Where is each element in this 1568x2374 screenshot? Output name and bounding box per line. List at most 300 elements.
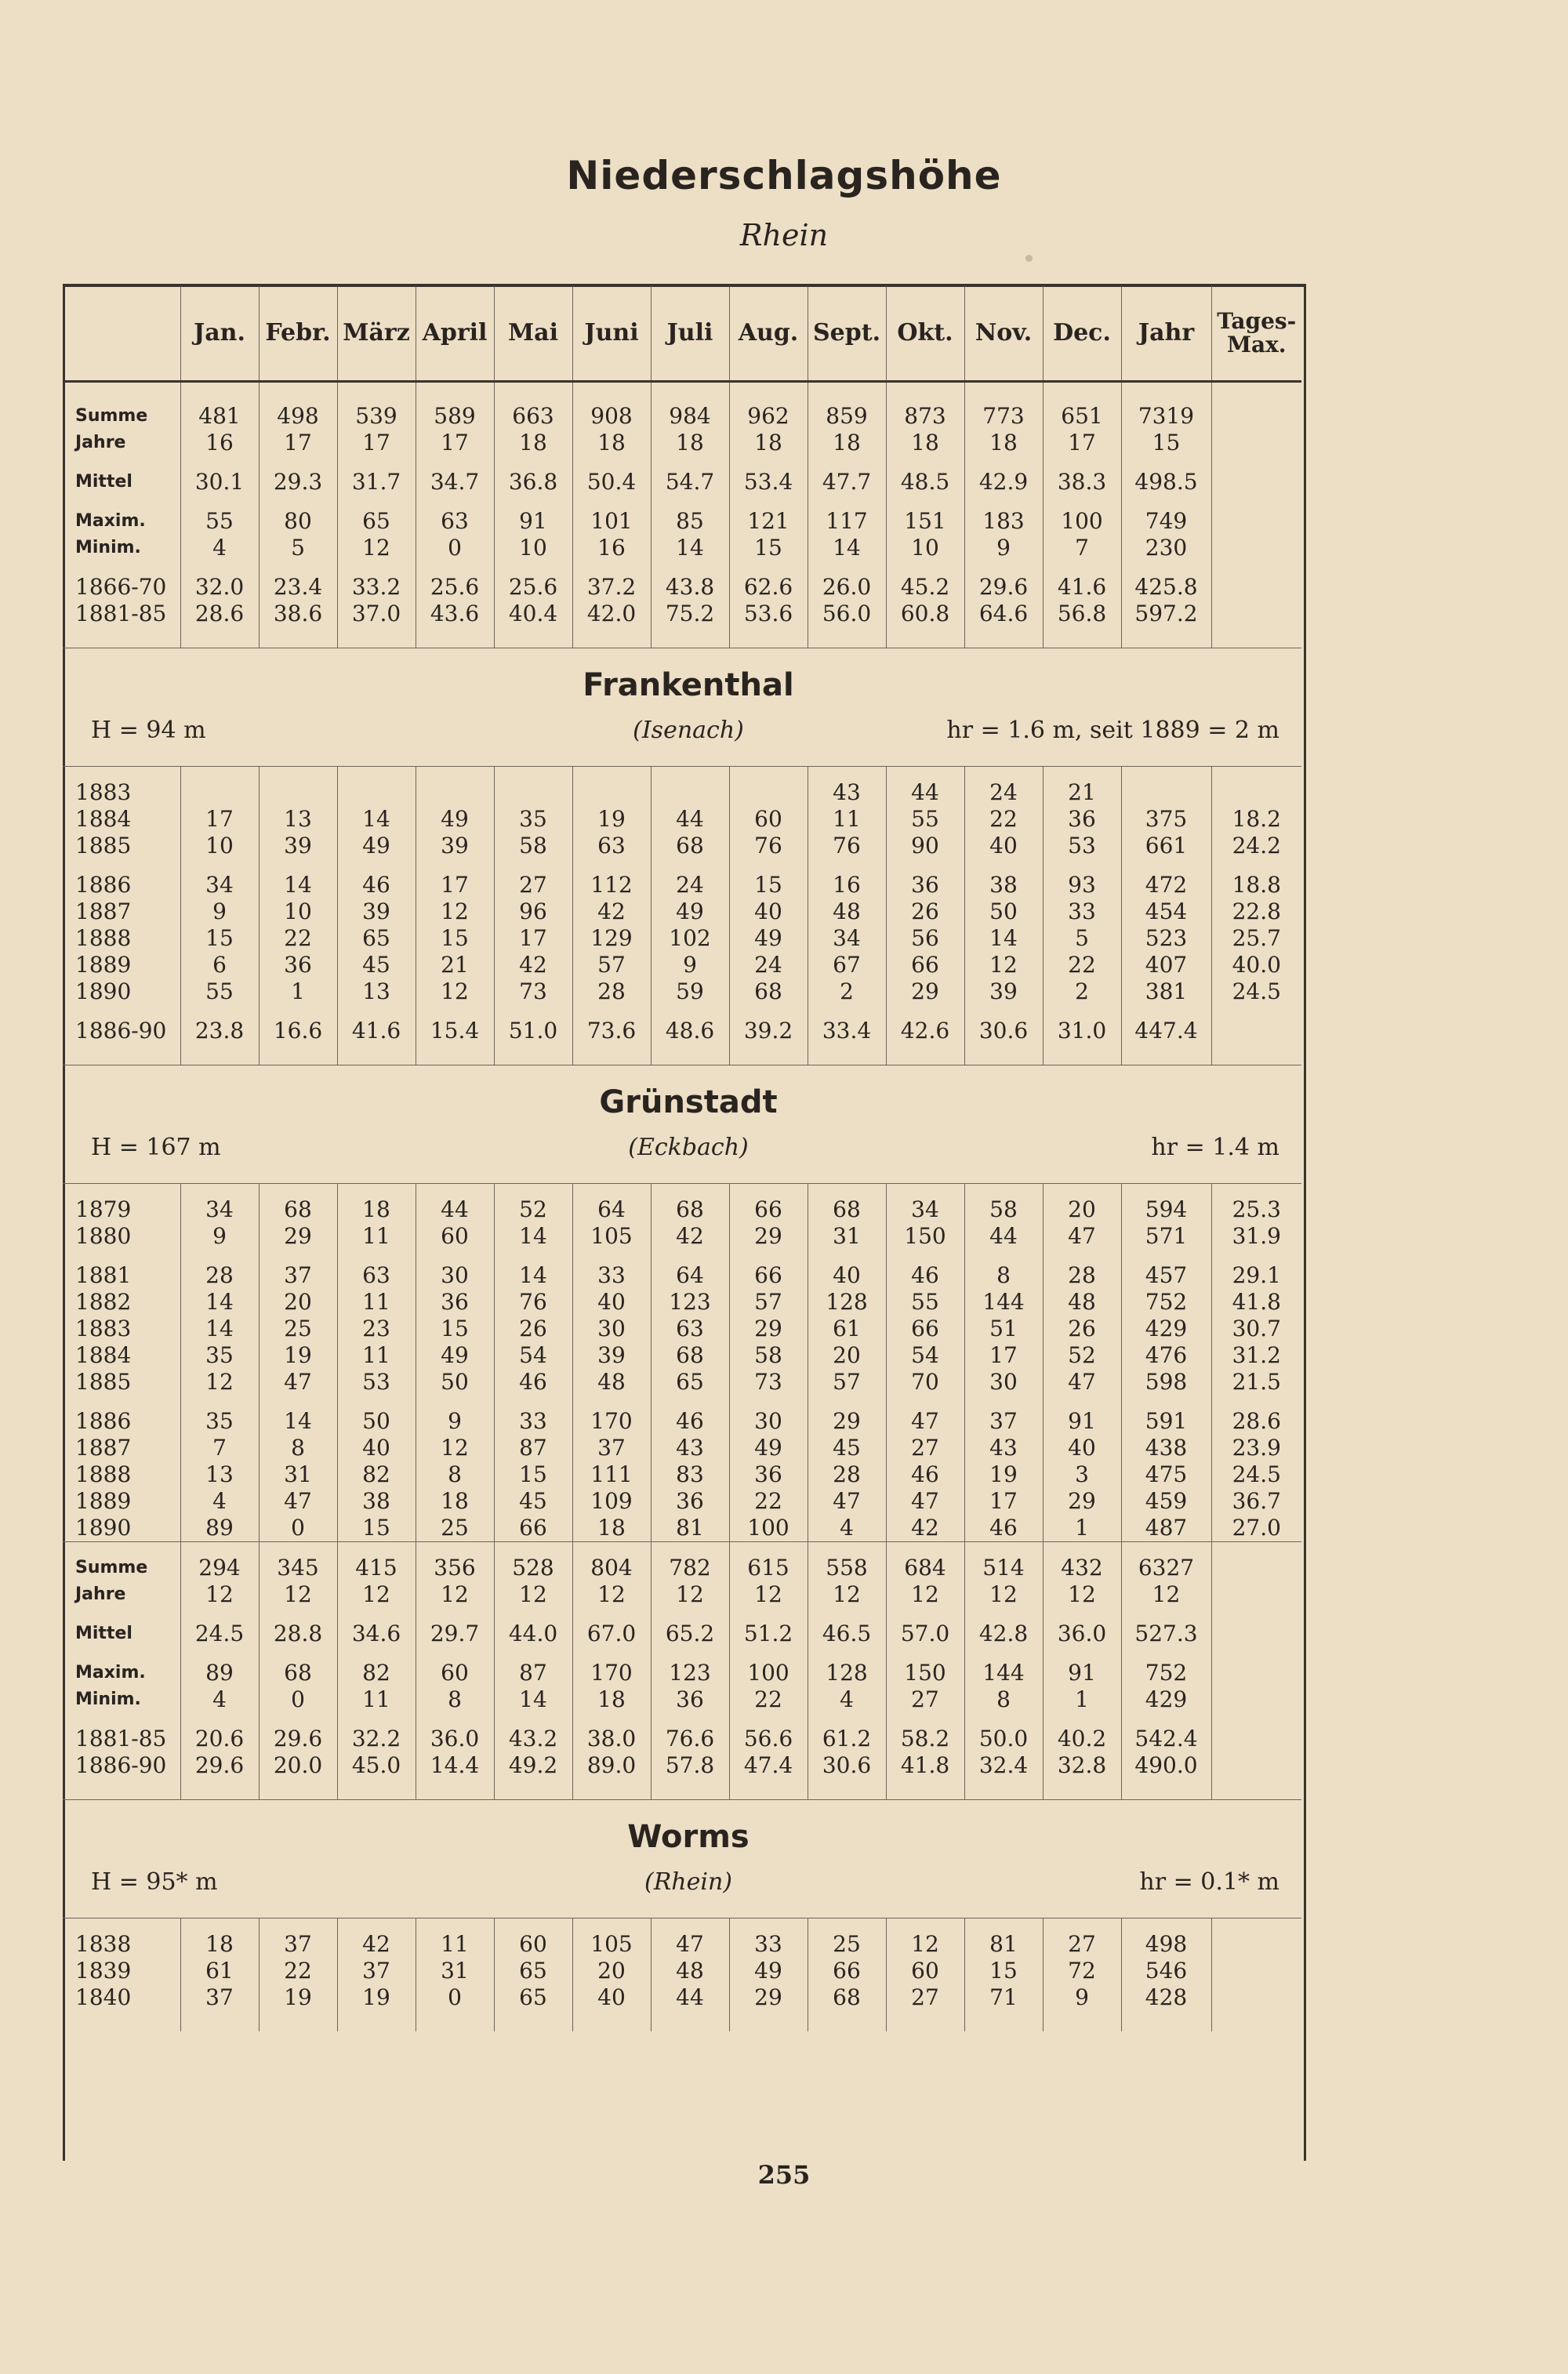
table-cell: 32.8: [1043, 1752, 1121, 1779]
table-cell: 60: [729, 806, 808, 833]
table-cell: [1211, 1555, 1301, 1581]
table-cell: 27: [1043, 1931, 1121, 1958]
table-cell: 29: [259, 1223, 337, 1250]
table-cell: 91: [494, 508, 572, 535]
table-cell: 12: [729, 1581, 808, 1608]
row-label: Minim.: [75, 538, 141, 557]
table-cell: 76: [494, 1289, 572, 1316]
table-cell: 91: [1043, 1660, 1121, 1686]
table-cell: 64: [572, 1196, 651, 1223]
table-cell: 25.6: [494, 574, 572, 601]
table-cell: 56.8: [1043, 601, 1121, 627]
table-cell: 129: [572, 925, 651, 952]
table-row: [63, 952, 1301, 978]
table-cell: 19: [964, 1461, 1043, 1488]
table-cell: 15: [1121, 430, 1211, 456]
table-cell: 17: [416, 872, 494, 898]
column-header: Mai: [494, 286, 572, 382]
page-number: 255: [757, 2160, 811, 2190]
table-cell: 447.4: [1121, 1018, 1211, 1044]
table-cell: 34.6: [337, 1621, 416, 1647]
table-cell: 6327: [1121, 1555, 1211, 1581]
row-spacer: [63, 495, 1301, 508]
table-cell: 29.6: [964, 574, 1043, 601]
table-cell: 58: [729, 1342, 808, 1369]
table-cell: 61: [180, 1958, 259, 1984]
table-cell: 60: [494, 1931, 572, 1958]
row-label: 1886: [75, 1408, 132, 1434]
table-cell: 294: [180, 1555, 259, 1581]
column-header: Okt.: [886, 286, 964, 382]
table-cell: 10: [180, 833, 259, 859]
table-cell: 24.5: [1211, 978, 1301, 1005]
table-cell: 14: [494, 1223, 572, 1250]
table-cell: 49: [729, 925, 808, 952]
table-cell: 89: [180, 1660, 259, 1686]
table-row: [63, 1581, 1301, 1608]
table-cell: 454: [1121, 898, 1211, 925]
table-cell: 28: [1043, 1262, 1121, 1289]
table-cell: 37.2: [572, 574, 651, 601]
table-cell: 183: [964, 508, 1043, 535]
table-cell: 35: [494, 806, 572, 833]
table-cell: 6: [180, 952, 259, 978]
table-cell: 30.7: [1211, 1316, 1301, 1342]
table-cell: 100: [729, 1515, 808, 1542]
table-cell: 44: [651, 1984, 729, 2011]
row-label: Jahre: [75, 433, 126, 452]
table-row: [63, 1488, 1301, 1515]
table-cell: 65: [337, 925, 416, 952]
table-cell: 12: [416, 1581, 494, 1608]
table-cell: 23.9: [1211, 1435, 1301, 1461]
table-cell: 21: [1043, 779, 1121, 806]
table-cell: 40: [572, 1984, 651, 2011]
table-cell: 16.6: [259, 1018, 337, 1044]
table-cell: 22: [259, 925, 337, 952]
table-row: [63, 1262, 1301, 1289]
table-cell: 82: [337, 1660, 416, 1686]
table-cell: 144: [964, 1660, 1043, 1686]
table-cell: 43: [651, 1435, 729, 1461]
table-cell: 10: [886, 535, 964, 561]
table-cell: 68: [259, 1660, 337, 1686]
table-cell: 32.2: [337, 1726, 416, 1752]
table-cell: 57.8: [651, 1752, 729, 1779]
table-cell: 773: [964, 403, 1043, 430]
table-cell: 100: [729, 1660, 808, 1686]
table-cell: 35: [180, 1408, 259, 1435]
table-cell: 546: [1121, 1958, 1211, 1984]
column-header: Sept.: [808, 286, 886, 382]
table-cell: 0: [259, 1686, 337, 1713]
table-cell: 93: [1043, 872, 1121, 898]
table-cell: 31.2: [1211, 1342, 1301, 1369]
table-row: [63, 1223, 1301, 1250]
column-header: Jahr: [1121, 286, 1211, 382]
row-label: Mittel: [75, 472, 132, 492]
station-header-block: [75, 648, 1301, 766]
table-cell: 55: [886, 806, 964, 833]
row-label: 1881-85: [75, 601, 167, 626]
table-cell: 30: [572, 1316, 651, 1342]
table-cell: 48.5: [886, 469, 964, 495]
table-cell: [1211, 469, 1301, 495]
table-cell: 46: [886, 1461, 964, 1488]
table-cell: 39: [964, 978, 1043, 1005]
table-cell: 30: [964, 1369, 1043, 1396]
table-cell: 70: [886, 1369, 964, 1396]
table-cell: 58: [964, 1196, 1043, 1223]
row-label: 1889: [75, 1488, 132, 1514]
table-cell: 40: [964, 833, 1043, 859]
table-cell: 14: [180, 1289, 259, 1316]
table-cell: 12: [651, 1581, 729, 1608]
table-cell: 46: [886, 1262, 964, 1289]
table-cell: 71: [964, 1984, 1043, 2011]
table-cell: 42: [572, 898, 651, 925]
table-cell: 45: [808, 1435, 886, 1461]
table-cell: 29: [808, 1408, 886, 1435]
row-spacer: [63, 561, 1301, 574]
table-cell: 29.6: [180, 1752, 259, 1779]
table-cell: 117: [808, 508, 886, 535]
table-cell: 34: [180, 1196, 259, 1223]
table-cell: 407: [1121, 952, 1211, 978]
table-cell: 0: [416, 535, 494, 561]
table-cell: 28.8: [259, 1621, 337, 1647]
table-cell: 48: [651, 1958, 729, 1984]
table-cell: 30.6: [808, 1752, 886, 1779]
table-cell: 23.8: [180, 1018, 259, 1044]
table-cell: 50.4: [572, 469, 651, 495]
table-cell: 749: [1121, 508, 1211, 535]
table-cell: [1121, 779, 1211, 806]
table-cell: [1211, 508, 1301, 535]
table-cell: 121: [729, 508, 808, 535]
row-label: 1881: [75, 1262, 132, 1288]
row-label: 1839: [75, 1958, 132, 1984]
table-cell: 24: [651, 872, 729, 898]
table-cell: 68: [651, 1196, 729, 1223]
table-cell: 46: [651, 1408, 729, 1435]
table-cell: 67.0: [572, 1621, 651, 1647]
table-cell: 49: [651, 898, 729, 925]
column-header: Jan.: [180, 286, 259, 382]
table-cell: 684: [886, 1555, 964, 1581]
table-cell: 31.7: [337, 469, 416, 495]
table-cell: 230: [1121, 535, 1211, 561]
table-cell: 0: [259, 1515, 337, 1542]
table-cell: 53: [1043, 833, 1121, 859]
table-cell: 14: [259, 1408, 337, 1435]
table-cell: 459: [1121, 1488, 1211, 1515]
table-cell: 26: [886, 898, 964, 925]
table-cell: 4: [180, 1686, 259, 1713]
table-cell: 4: [180, 1488, 259, 1515]
table-cell: 12: [886, 1931, 964, 1958]
table-cell: 36: [259, 952, 337, 978]
table-cell: 38: [337, 1488, 416, 1515]
table-cell: 83: [651, 1461, 729, 1488]
table-cell: 76.6: [651, 1726, 729, 1752]
table-cell: 49: [337, 833, 416, 859]
table-cell: 13: [337, 978, 416, 1005]
table-row: [63, 1369, 1301, 1396]
table-cell: 8: [259, 1435, 337, 1461]
table-row: [63, 601, 1301, 627]
table-cell: 2: [1043, 978, 1121, 1005]
table-cell: 18: [808, 430, 886, 456]
table-cell: 34: [886, 1196, 964, 1223]
table-cell: 12: [180, 1581, 259, 1608]
table-cell: 498.5: [1121, 469, 1211, 495]
station-header: [63, 648, 1301, 767]
table-cell: 476: [1121, 1342, 1211, 1369]
table-cell: 45.0: [337, 1752, 416, 1779]
station-name: Frankenthal: [583, 667, 794, 703]
table-cell: 36.0: [416, 1726, 494, 1752]
table-cell: 13: [259, 806, 337, 833]
table-cell: 111: [572, 1461, 651, 1488]
table-cell: 47: [651, 1931, 729, 1958]
table-cell: 375: [1121, 806, 1211, 833]
table-row: [63, 1515, 1301, 1542]
station-header-block: [75, 1800, 1301, 1918]
table-cell: 15: [337, 1515, 416, 1542]
table-cell: 105: [572, 1931, 651, 1958]
table-row: [63, 833, 1301, 859]
table-cell: 150: [886, 1223, 964, 1250]
table-cell: 12: [1043, 1581, 1121, 1608]
table-cell: [1211, 1686, 1301, 1713]
table-cell: 28: [572, 978, 651, 1005]
header-blank: [63, 286, 180, 382]
table-cell: 27: [886, 1435, 964, 1461]
table-cell: 752: [1121, 1660, 1211, 1686]
table-cell: 20.6: [180, 1726, 259, 1752]
table-cell: 12: [964, 952, 1043, 978]
table-cell: 782: [651, 1555, 729, 1581]
precipitation-table: [63, 286, 1301, 2031]
table-row: [63, 898, 1301, 925]
table-cell: 33.4: [808, 1018, 886, 1044]
table-cell: 48: [572, 1369, 651, 1396]
table-cell: 47: [808, 1488, 886, 1515]
table-cell: 962: [729, 403, 808, 430]
table-cell: 487: [1121, 1515, 1211, 1542]
table-cell: 46: [494, 1369, 572, 1396]
table-cell: 29: [886, 978, 964, 1005]
table-cell: [1211, 403, 1301, 430]
table-cell: 54: [494, 1342, 572, 1369]
table-cell: 22: [729, 1488, 808, 1515]
table-cell: 528: [494, 1555, 572, 1581]
table-cell: 40: [572, 1289, 651, 1316]
table-cell: 29: [1043, 1488, 1121, 1515]
table-cell: 1: [259, 978, 337, 1005]
table-cell: 12: [886, 1581, 964, 1608]
table-cell: 30: [416, 1262, 494, 1289]
table-cell: 27: [494, 872, 572, 898]
table-cell: 4: [808, 1686, 886, 1713]
table-cell: 20: [1043, 1196, 1121, 1223]
row-spacer: [63, 859, 1301, 872]
table-cell: 43: [808, 779, 886, 806]
station-name: Worms: [627, 1819, 750, 1855]
table-cell: 34.7: [416, 469, 494, 495]
table-cell: 45.2: [886, 574, 964, 601]
table-row: [63, 1958, 1301, 1984]
table-cell: 20.0: [259, 1752, 337, 1779]
station-river: (Rhein): [644, 1868, 732, 1896]
page-title: Niederschlagshöhe: [566, 153, 1002, 198]
table-cell: 42: [337, 1931, 416, 1958]
table-cell: 514: [964, 1555, 1043, 1581]
table-cell: 13: [180, 1461, 259, 1488]
table-cell: 37: [259, 1931, 337, 1958]
table-cell: 5: [259, 535, 337, 561]
table-row: [63, 1621, 1301, 1647]
table-cell: 76: [729, 833, 808, 859]
table-cell: [1211, 535, 1301, 561]
table-cell: [1211, 779, 1301, 806]
table-cell: [1211, 1621, 1301, 1647]
table-cell: 24: [729, 952, 808, 978]
table-cell: 89.0: [572, 1752, 651, 1779]
row-label: 1887: [75, 1435, 132, 1461]
table-cell: 429: [1121, 1686, 1211, 1713]
table-cell: 73.6: [572, 1018, 651, 1044]
table-cell: 24.5: [180, 1621, 259, 1647]
table-cell: 11: [416, 1931, 494, 1958]
table-cell: 128: [808, 1660, 886, 1686]
table-cell: 144: [964, 1289, 1043, 1316]
paper-speck: [1025, 255, 1033, 262]
row-label: 1889: [75, 952, 132, 978]
table-cell: 45: [494, 1488, 572, 1515]
row-spacer: [63, 1250, 1301, 1262]
table-cell: 25: [259, 1316, 337, 1342]
table-cell: 68: [651, 1342, 729, 1369]
table-cell: 490.0: [1121, 1752, 1211, 1779]
table-cell: 26: [1043, 1316, 1121, 1342]
table-cell: 38.0: [572, 1726, 651, 1752]
table-cell: 37: [337, 1958, 416, 1984]
table-cell: 651: [1043, 403, 1121, 430]
table-cell: 5: [1043, 925, 1121, 952]
page-subtitle: Rhein: [739, 218, 829, 252]
table-cell: 12: [180, 1369, 259, 1396]
table-cell: 9: [180, 898, 259, 925]
table-cell: 558: [808, 1555, 886, 1581]
table-cell: 25.6: [416, 574, 494, 601]
table-cell: 20: [808, 1342, 886, 1369]
table-cell: 52: [1043, 1342, 1121, 1369]
table-cell: 8: [964, 1262, 1043, 1289]
row-spacer: [63, 1713, 1301, 1726]
table-cell: 56: [886, 925, 964, 952]
table-cell: 57: [572, 952, 651, 978]
row-label: 1880: [75, 1223, 132, 1249]
table-cell: 56.0: [808, 601, 886, 627]
table-cell: 54.7: [651, 469, 729, 495]
table-cell: 46.5: [808, 1621, 886, 1647]
table-cell: 40: [1043, 1435, 1121, 1461]
table-cell: 15: [729, 535, 808, 561]
row-label: Summe: [75, 1558, 148, 1577]
table-cell: 33.2: [337, 574, 416, 601]
table-cell: 16: [572, 535, 651, 561]
table-cell: 598: [1121, 1369, 1211, 1396]
row-spacer: [63, 2011, 1301, 2031]
table-cell: 27.0: [1211, 1515, 1301, 1542]
table-cell: 7319: [1121, 403, 1211, 430]
table-cell: 36.7: [1211, 1488, 1301, 1515]
table-cell: 66: [808, 1958, 886, 1984]
table-cell: 37.0: [337, 601, 416, 627]
table-cell: [1211, 601, 1301, 627]
table-cell: 47: [1043, 1369, 1121, 1396]
table-cell: 32.4: [964, 1752, 1043, 1779]
table-cell: 109: [572, 1488, 651, 1515]
table-cell: 73: [494, 978, 572, 1005]
table-cell: 24.2: [1211, 833, 1301, 859]
table-cell: 37: [259, 1262, 337, 1289]
table-cell: 38: [964, 872, 1043, 898]
table-cell: 752: [1121, 1289, 1211, 1316]
table-cell: 58: [494, 833, 572, 859]
table-cell: 150: [886, 1660, 964, 1686]
table-cell: 15: [964, 1958, 1043, 1984]
table-cell: 19: [259, 1342, 337, 1369]
table-cell: 76: [808, 833, 886, 859]
table-cell: 68: [729, 978, 808, 1005]
table-cell: 87: [494, 1435, 572, 1461]
table-cell: 57: [808, 1369, 886, 1396]
table-cell: 19: [572, 806, 651, 833]
row-label: 1838: [75, 1931, 132, 1957]
table-cell: 22: [964, 806, 1043, 833]
row-spacer: [63, 1005, 1301, 1018]
table-cell: 17: [416, 430, 494, 456]
station-river: (Isenach): [633, 717, 744, 744]
table-cell: 12: [337, 535, 416, 561]
table-cell: 49: [729, 1958, 808, 1984]
station-header: [63, 1800, 1301, 1918]
table-cell: 31.0: [1043, 1018, 1121, 1044]
table-cell: 82: [337, 1461, 416, 1488]
table-cell: 415: [337, 1555, 416, 1581]
table-cell: 481: [180, 403, 259, 430]
table-cell: [1211, 1018, 1301, 1044]
table-cell: 63: [337, 1262, 416, 1289]
table-cell: 68: [651, 833, 729, 859]
table-cell: 26: [494, 1316, 572, 1342]
table-cell: 8: [964, 1686, 1043, 1713]
table-cell: 31: [808, 1223, 886, 1250]
table-cell: 9: [180, 1223, 259, 1250]
table-cell: 36: [651, 1488, 729, 1515]
table-cell: 31: [259, 1461, 337, 1488]
table-cell: 14: [651, 535, 729, 561]
table-cell: 25: [416, 1515, 494, 1542]
table-cell: [729, 779, 808, 806]
table-cell: 425.8: [1121, 574, 1211, 601]
table-cell: 24.5: [1211, 1461, 1301, 1488]
table-cell: 38.6: [259, 601, 337, 627]
table-cell: 27: [886, 1984, 964, 2011]
